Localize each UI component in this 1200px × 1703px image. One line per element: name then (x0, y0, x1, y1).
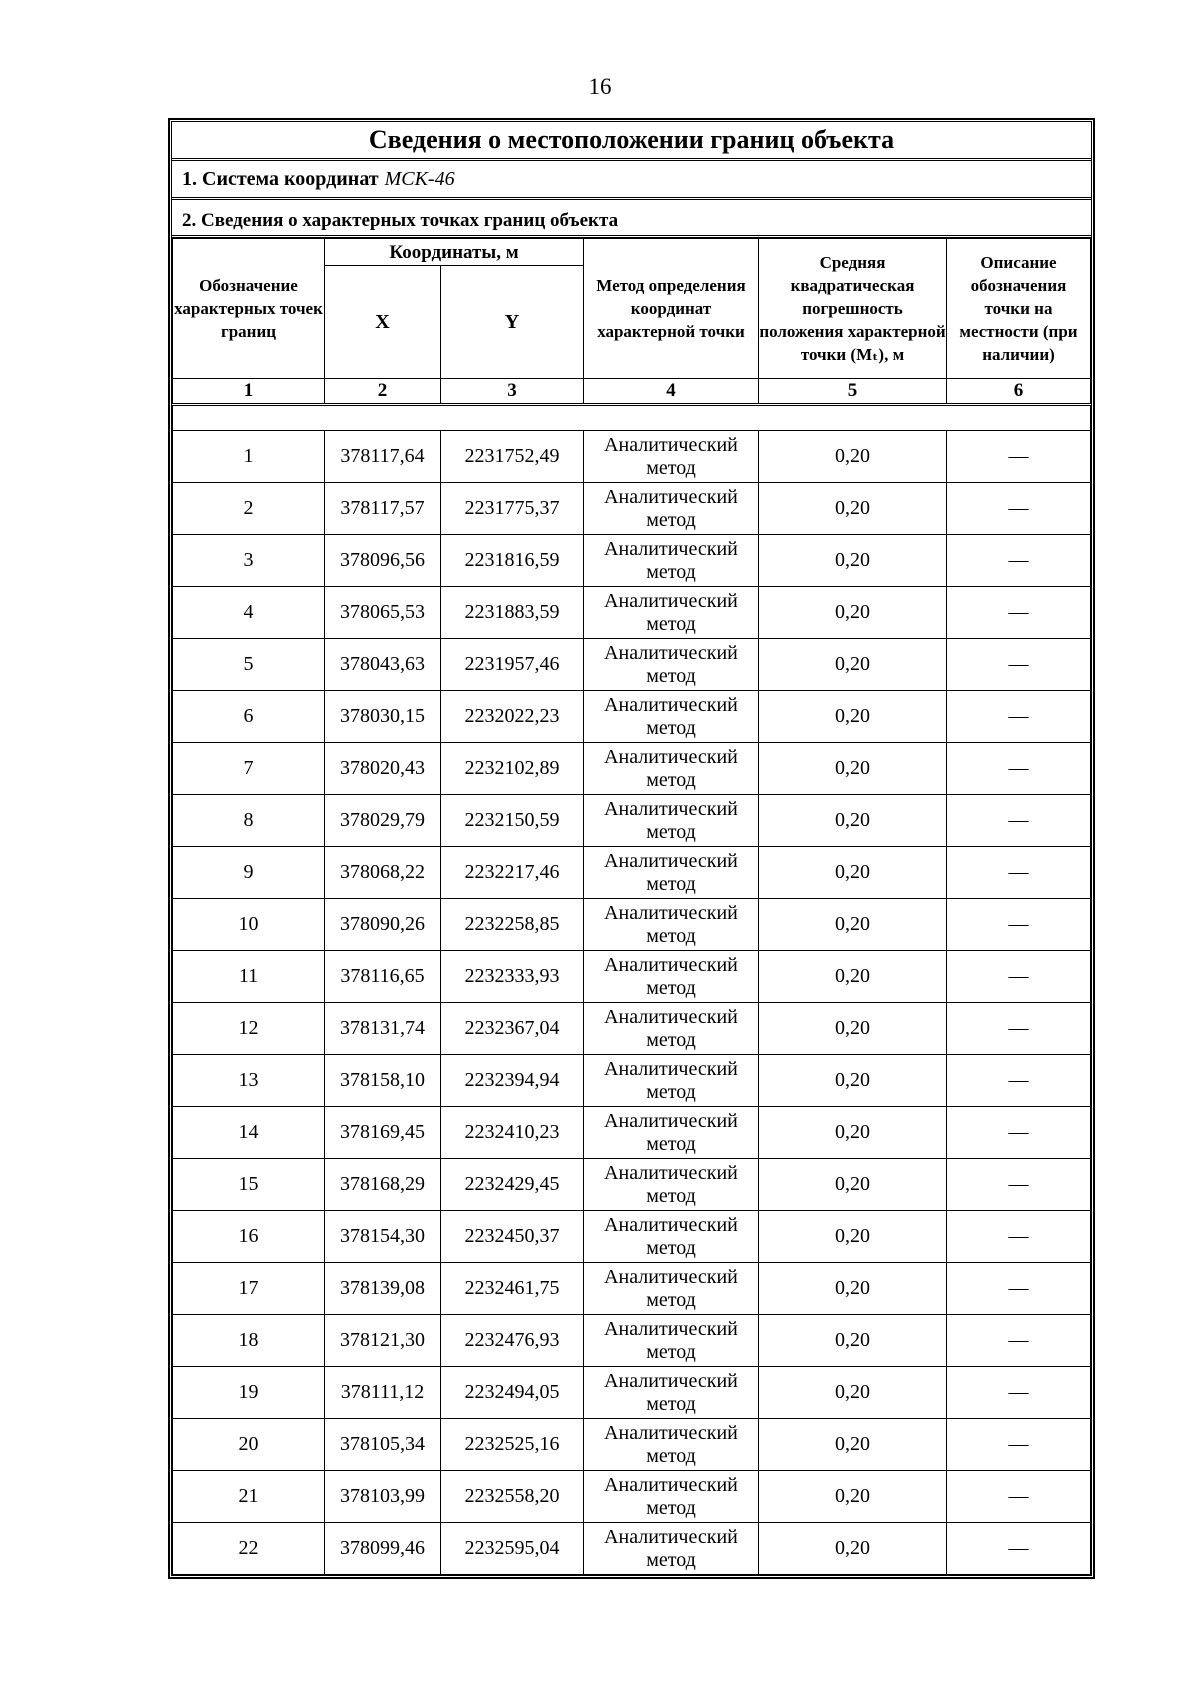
description-cell: — (947, 535, 1091, 587)
table-row (173, 483, 1091, 535)
x-coordinate-cell: 378169,45 (325, 1107, 441, 1159)
description-cell: — (947, 1107, 1091, 1159)
y-coordinate-cell: 2232102,89 (441, 743, 584, 795)
error-cell: 0,20 (759, 1211, 947, 1263)
description-cell: — (947, 1263, 1091, 1315)
description-cell: — (947, 1523, 1091, 1575)
error-cell: 0,20 (759, 1523, 947, 1575)
x-coordinate-cell: 378111,12 (325, 1367, 441, 1419)
table-row (173, 1003, 1091, 1055)
y-coordinate-cell: 2232394,94 (441, 1055, 584, 1107)
coord-system-label: 1. Система координат (182, 167, 379, 190)
column-number: 2 (325, 379, 441, 405)
point-number-cell: 20 (173, 1419, 325, 1471)
x-coordinate-cell: 378065,53 (325, 587, 441, 639)
method-cell: Аналитический метод (584, 431, 759, 483)
point-number-cell: 13 (173, 1055, 325, 1107)
point-number-cell: 5 (173, 639, 325, 691)
table-row (173, 899, 1091, 951)
error-cell: 0,20 (759, 431, 947, 483)
header-error: Средняя квадратическая погрешность положения характерной точки (Mₜ), м (759, 239, 947, 379)
point-number-cell: 8 (173, 795, 325, 847)
error-cell: 0,20 (759, 691, 947, 743)
y-coordinate-cell: 2232367,04 (441, 1003, 584, 1055)
y-coordinate-cell: 2232150,59 (441, 795, 584, 847)
method-cell: Аналитический метод (584, 743, 759, 795)
y-coordinate-cell: 2232022,23 (441, 691, 584, 743)
error-cell: 0,20 (759, 1159, 947, 1211)
header-x: X (325, 266, 441, 379)
error-cell: 0,20 (759, 743, 947, 795)
description-cell: — (947, 639, 1091, 691)
error-cell: 0,20 (759, 483, 947, 535)
x-coordinate-cell: 378096,56 (325, 535, 441, 587)
y-coordinate-cell: 2231816,59 (441, 535, 584, 587)
description-cell: — (947, 847, 1091, 899)
x-coordinate-cell: 378090,26 (325, 899, 441, 951)
error-cell: 0,20 (759, 1315, 947, 1367)
point-number-cell: 18 (173, 1315, 325, 1367)
description-cell: — (947, 431, 1091, 483)
points-table (172, 238, 1091, 1575)
y-coordinate-cell: 2231957,46 (441, 639, 584, 691)
y-coordinate-cell: 2232429,45 (441, 1159, 584, 1211)
y-coordinate-cell: 2232494,05 (441, 1367, 584, 1419)
header-method: Метод определения координат характерной точки (584, 239, 759, 379)
y-coordinate-cell: 2232461,75 (441, 1263, 584, 1315)
table-row (173, 743, 1091, 795)
error-cell: 0,20 (759, 951, 947, 1003)
empty-row (173, 405, 1091, 431)
point-number-cell: 17 (173, 1263, 325, 1315)
x-coordinate-cell: 378029,79 (325, 795, 441, 847)
error-cell: 0,20 (759, 535, 947, 587)
point-number-cell: 1 (173, 431, 325, 483)
x-coordinate-cell: 378121,30 (325, 1315, 441, 1367)
x-coordinate-cell: 378139,08 (325, 1263, 441, 1315)
method-cell: Аналитический метод (584, 1003, 759, 1055)
y-coordinate-cell: 2232525,16 (441, 1419, 584, 1471)
x-coordinate-cell: 378117,57 (325, 483, 441, 535)
coord-system-value: МСК-46 (384, 167, 455, 190)
y-coordinate-cell: 2232450,37 (441, 1211, 584, 1263)
description-cell: — (947, 1315, 1091, 1367)
table-row (173, 587, 1091, 639)
description-cell: — (947, 1419, 1091, 1471)
x-coordinate-cell: 378043,63 (325, 639, 441, 691)
table-row (173, 1419, 1091, 1471)
y-coordinate-cell: 2232410,23 (441, 1107, 584, 1159)
y-coordinate-cell: 2231883,59 (441, 587, 584, 639)
header-description: Описание обозначения точки на местности (при наличии) (947, 239, 1091, 379)
x-coordinate-cell: 378068,22 (325, 847, 441, 899)
x-coordinate-cell: 378116,65 (325, 951, 441, 1003)
error-cell: 0,20 (759, 1263, 947, 1315)
error-cell: 0,20 (759, 1367, 947, 1419)
x-coordinate-cell: 378020,43 (325, 743, 441, 795)
description-cell: — (947, 899, 1091, 951)
point-number-cell: 22 (173, 1523, 325, 1575)
coord-system-row (172, 161, 1091, 200)
y-coordinate-cell: 2232476,93 (441, 1315, 584, 1367)
x-coordinate-cell: 378158,10 (325, 1055, 441, 1107)
point-number-cell: 19 (173, 1367, 325, 1419)
table-row (173, 431, 1091, 483)
table-row (173, 1211, 1091, 1263)
y-coordinate-cell: 2232558,20 (441, 1471, 584, 1523)
point-number-cell: 9 (173, 847, 325, 899)
point-number-cell: 11 (173, 951, 325, 1003)
table-row (173, 691, 1091, 743)
table-row (173, 1055, 1091, 1107)
point-number-cell: 14 (173, 1107, 325, 1159)
error-cell: 0,20 (759, 899, 947, 951)
header-y: Y (441, 266, 584, 379)
point-number-cell: 7 (173, 743, 325, 795)
table-row (173, 1523, 1091, 1575)
error-cell: 0,20 (759, 795, 947, 847)
boundaries-table-frame (168, 118, 1095, 1579)
error-cell: 0,20 (759, 1055, 947, 1107)
method-cell: Аналитический метод (584, 899, 759, 951)
method-cell: Аналитический метод (584, 535, 759, 587)
error-cell: 0,20 (759, 1471, 947, 1523)
error-cell: 0,20 (759, 639, 947, 691)
method-cell: Аналитический метод (584, 1263, 759, 1315)
point-number-cell: 4 (173, 587, 325, 639)
x-coordinate-cell: 378131,74 (325, 1003, 441, 1055)
error-cell: 0,20 (759, 847, 947, 899)
x-coordinate-cell: 378099,46 (325, 1523, 441, 1575)
y-coordinate-cell: 2232217,46 (441, 847, 584, 899)
method-cell: Аналитический метод (584, 1055, 759, 1107)
table-row (173, 1315, 1091, 1367)
error-cell: 0,20 (759, 1003, 947, 1055)
error-cell: 0,20 (759, 1419, 947, 1471)
method-cell: Аналитический метод (584, 1367, 759, 1419)
table-row (173, 639, 1091, 691)
point-number-cell: 2 (173, 483, 325, 535)
method-cell: Аналитический метод (584, 1315, 759, 1367)
section-2-heading: 2. Сведения о характерных точках границ объекта (172, 200, 1091, 238)
description-cell: — (947, 587, 1091, 639)
table-row (173, 795, 1091, 847)
x-coordinate-cell: 378117,64 (325, 431, 441, 483)
page-number: 16 (588, 74, 612, 99)
method-cell: Аналитический метод (584, 1107, 759, 1159)
description-cell: — (947, 1055, 1091, 1107)
point-number-cell: 3 (173, 535, 325, 587)
table-row (173, 1107, 1091, 1159)
table-row (173, 1159, 1091, 1211)
description-cell: — (947, 691, 1091, 743)
y-coordinate-cell: 2231775,37 (441, 483, 584, 535)
method-cell: Аналитический метод (584, 1211, 759, 1263)
description-cell: — (947, 743, 1091, 795)
description-cell: — (947, 1471, 1091, 1523)
error-cell: 0,20 (759, 1107, 947, 1159)
method-cell: Аналитический метод (584, 587, 759, 639)
table-row (173, 951, 1091, 1003)
method-cell: Аналитический метод (584, 639, 759, 691)
column-number: 1 (173, 379, 325, 405)
method-cell: Аналитический метод (584, 1159, 759, 1211)
point-number-cell: 21 (173, 1471, 325, 1523)
column-number: 5 (759, 379, 947, 405)
table-row (173, 1471, 1091, 1523)
y-coordinate-cell: 2232333,93 (441, 951, 584, 1003)
y-coordinate-cell: 2232258,85 (441, 899, 584, 951)
table-row (173, 847, 1091, 899)
description-cell: — (947, 483, 1091, 535)
points-table-body (173, 431, 1091, 1575)
y-coordinate-cell: 2232595,04 (441, 1523, 584, 1575)
method-cell: Аналитический метод (584, 795, 759, 847)
table-row (173, 1263, 1091, 1315)
description-cell: — (947, 795, 1091, 847)
description-cell: — (947, 1367, 1091, 1419)
table-title: Сведения о местоположении границ объекта (172, 122, 1091, 161)
point-number-cell: 12 (173, 1003, 325, 1055)
x-coordinate-cell: 378105,34 (325, 1419, 441, 1471)
point-number-cell: 16 (173, 1211, 325, 1263)
description-cell: — (947, 1159, 1091, 1211)
method-cell: Аналитический метод (584, 483, 759, 535)
header-point: Обозначение характерных точек границ (173, 239, 325, 379)
table-row (173, 535, 1091, 587)
x-coordinate-cell: 378168,29 (325, 1159, 441, 1211)
x-coordinate-cell: 378154,30 (325, 1211, 441, 1263)
method-cell: Аналитический метод (584, 1523, 759, 1575)
column-number: 4 (584, 379, 759, 405)
method-cell: Аналитический метод (584, 1471, 759, 1523)
x-coordinate-cell: 378103,99 (325, 1471, 441, 1523)
y-coordinate-cell: 2231752,49 (441, 431, 584, 483)
method-cell: Аналитический метод (584, 847, 759, 899)
description-cell: — (947, 951, 1091, 1003)
x-coordinate-cell: 378030,15 (325, 691, 441, 743)
point-number-cell: 6 (173, 691, 325, 743)
method-cell: Аналитический метод (584, 1419, 759, 1471)
method-cell: Аналитический метод (584, 951, 759, 1003)
description-cell: — (947, 1003, 1091, 1055)
header-coordinates: Координаты, м (325, 239, 584, 266)
description-cell: — (947, 1211, 1091, 1263)
column-numbers-row (173, 379, 1091, 405)
method-cell: Аналитический метод (584, 691, 759, 743)
error-cell: 0,20 (759, 587, 947, 639)
table-row (173, 1367, 1091, 1419)
point-number-cell: 10 (173, 899, 325, 951)
column-number: 6 (947, 379, 1091, 405)
point-number-cell: 15 (173, 1159, 325, 1211)
column-number: 3 (441, 379, 584, 405)
